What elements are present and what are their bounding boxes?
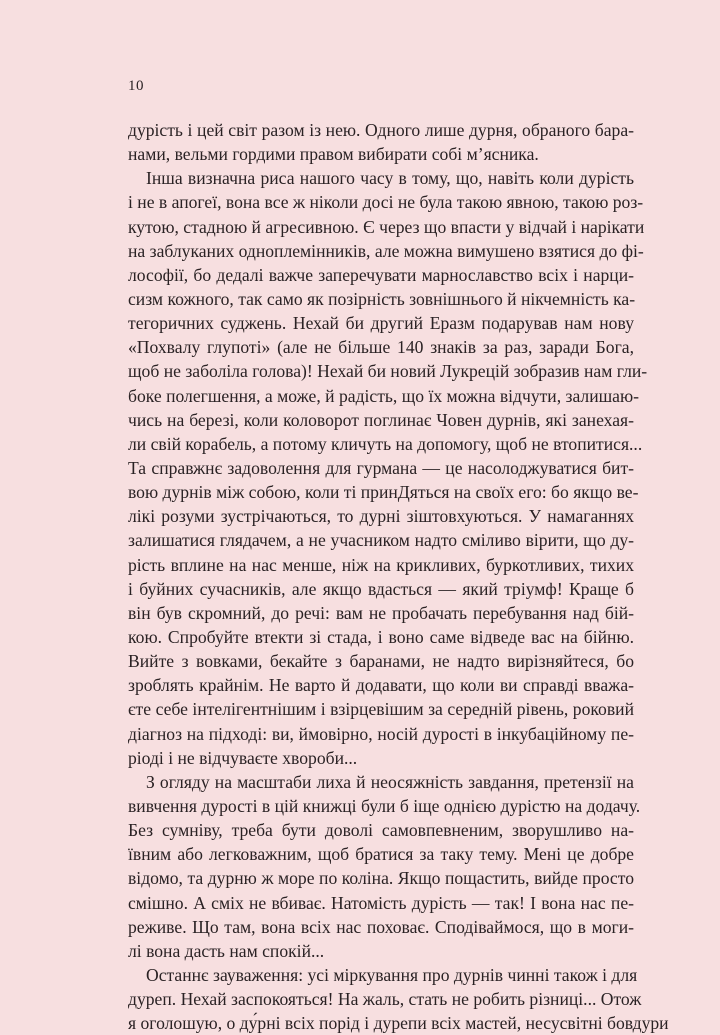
text-line: дурість і цей світ разом із нею. Одного лише дурня, обраного бара-	[128, 120, 634, 140]
text-line: тегоричних суджень. Нехай би другий Еразм подарував нам нову	[128, 313, 634, 334]
page-number: 10	[128, 78, 144, 94]
text-line: боке полегшення, а може, й радість, що їх можна відчути, залишаю-	[128, 385, 639, 406]
text-line: ївним або легковажним, щоб братися за таку тему. Мені це добре	[128, 844, 634, 865]
text-line: ли свій корабель, а потому кличуть на допомогу, щоб не втопитися...	[128, 433, 643, 454]
text-line: лікі розуми зустрічаються, то дурні зіштовхуються. У намаганнях	[128, 506, 634, 527]
text-line: нами, вельми гордими правом вибирати собі м’ясника.	[128, 144, 539, 165]
text-line: Та справжнє задоволення для гурмана — це насолоджуватися бит-	[128, 457, 634, 478]
text-line: «Похвалу глупоті» (але не більше 140 знаків за раз, заради Бога,	[128, 337, 634, 358]
text-line: я оголошую, о ду́рні всіх порід і дурепи всіх мастей, несусвітні бовдури	[128, 1013, 669, 1034]
body-text	[128, 118, 669, 1035]
text-line: Вийте з вовками, бекайте з баранами, не надто вирізняйтеся, бо	[128, 651, 634, 672]
text-line: сизм кожного, так само як позірність зовнішнього й нікчемність ка-	[128, 288, 636, 309]
text-line: і не в апогеї, вона все ж ніколи досі не була такою явною, такою роз-	[128, 192, 644, 213]
text-line: Інша визначна риса нашого часу в тому, що, навіть коли дурість	[146, 168, 634, 189]
text-line: на заблуканих одноплемінників, але можна вимушено взятися до фі-	[128, 240, 644, 261]
text-line: кою. Спробуйте втекти зі стада, і воно саме відведе вас на бійню.	[128, 626, 634, 647]
text-line: лі вона дасть нам спокій...	[128, 940, 325, 961]
text-line: вивчення дурості в цій книжці були б іще однією дурістю на додачу.	[128, 795, 641, 816]
text-line: чись на березі, коли коловорот поглинає Човен дурнів, які занехая-	[128, 409, 634, 430]
text-line: і буйних сучасників, але якщо вдасться — який тріумф! Краще б	[128, 578, 634, 599]
text-line: З огляду на масштаби лиха й неосяжність завдання, претензії на	[146, 771, 634, 792]
text-line: дуреп. Нехай заспокояться! На жаль, стать не робить різниці... Отож	[128, 989, 642, 1010]
text-line: ріоді і не відчуваєте хвороби...	[128, 747, 358, 768]
text-line: єте себе інтелігентнішим і взірцевішим за середній рівень, роковий	[128, 699, 634, 720]
text-line: смішно. А сміх не вбиває. Натомість дурість — так! І вона нас пе-	[128, 892, 634, 913]
text-line: Останнє зауваження: усі міркування про дурнів чинні також і для	[146, 964, 638, 985]
text-line: щоб не заболіла голова)! Нехай би новий Лукрецій зобразив нам гли-	[128, 361, 648, 382]
text-line: він був скромний, до речі: вам не пробачать перебування над бій-	[128, 602, 634, 623]
text-line: Без сумніву, треба бути доволі самовпевненим, зворушливо на-	[128, 820, 634, 841]
text-line: рість вплине на нас менше, ніж на крикливих, буркотливих, тихих	[128, 554, 634, 575]
text-line: відомо, та дурню ж море по коліна. Якщо пощастить, вийде просто	[128, 868, 634, 889]
text-line: залишатися глядачем, а не учасником надто сміливо вірити, що ду-	[128, 530, 634, 551]
text-line: кутою, стадною й агресивною. Є через що впасти у відчай і нарікати	[128, 216, 645, 237]
text-line: реживе. Що там, вона всіх нас поховає. Сподіваймося, що в моги-	[128, 916, 634, 937]
text-line: діагноз на підході: ви, ймовірно, носій дурості в інкубаційному пе-	[128, 723, 634, 744]
text-line: зроблять крайнім. Не варто й додавати, що коли ви справді вважа-	[128, 675, 634, 696]
text-line: лософії, бо дедалі важче заперечувати марнославство всіх і нарци-	[128, 264, 634, 285]
text-line: вою дурнів між собою, коли ті принДяться на своїх его: бо якщо ве-	[128, 482, 639, 503]
